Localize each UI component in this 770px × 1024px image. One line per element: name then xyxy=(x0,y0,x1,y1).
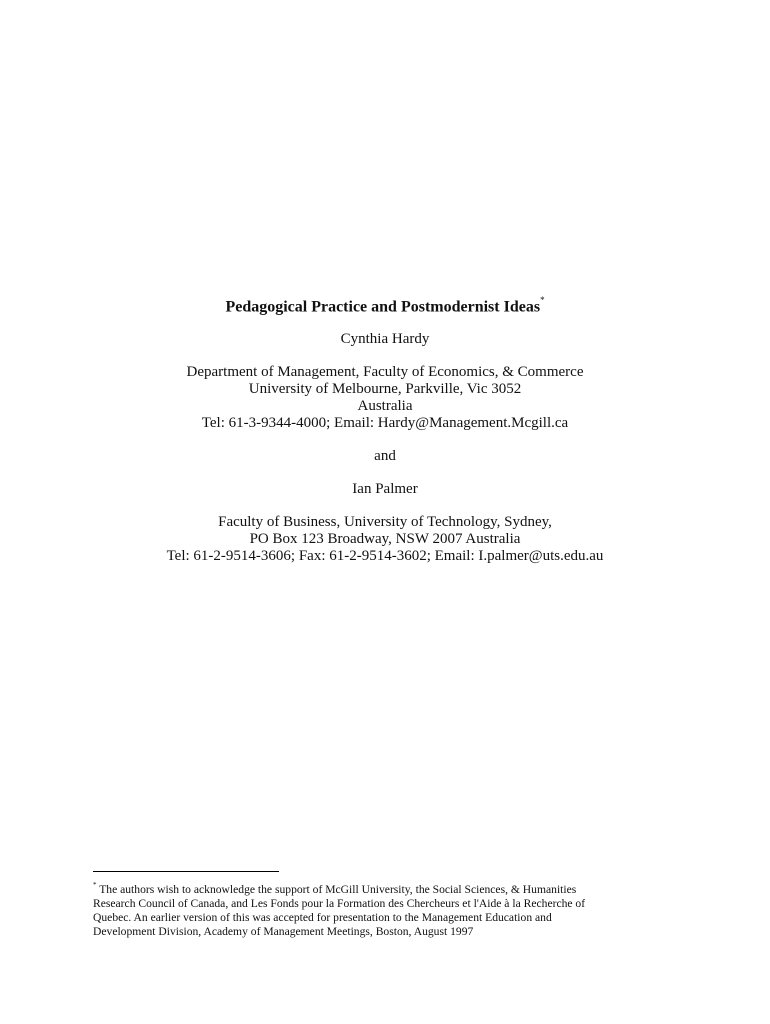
affiliation-line: Australia xyxy=(357,398,413,415)
title-footnote-mark: * xyxy=(540,295,545,305)
author-name-1: Cynthia Hardy xyxy=(340,331,430,348)
paper-title xyxy=(0,292,770,317)
author-1-affiliation xyxy=(0,364,770,432)
footnote-text: The authors wish to acknowledge the support of McGill University, the Social Sciences, & Humanities xyxy=(96,882,577,896)
affiliation-line: University of Melbourne, Parkville, Vic 3052 xyxy=(248,381,522,398)
affiliation-line: PO Box 123 Broadway, NSW 2007 Australia xyxy=(249,531,521,548)
footnote-line: Research Council of Canada, and Les Fonds pour la Formation des Chercheurs et l'Aide à la Recherche of xyxy=(93,896,586,910)
author-2-affiliation xyxy=(0,514,770,565)
contact-line: Tel: 61-3-9344-4000; Email: Hardy@Management.Mcgill.ca xyxy=(201,415,569,432)
affiliation-line: Faculty of Business, University of Technology, Sydney, xyxy=(218,514,552,531)
footnote-line: Development Division, Academy of Management Meetings, Boston, August 1997 xyxy=(93,924,474,938)
footnote xyxy=(93,879,693,939)
contact-line: Tel: 61-2-9514-3606; Fax: 61-2-9514-3602; Email: I.palmer@uts.edu.au xyxy=(166,548,604,565)
footnote-mark: * xyxy=(93,881,97,889)
author-name-2: Ian Palmer xyxy=(352,481,418,498)
footnote-separator xyxy=(93,871,279,872)
author-conjunction: and xyxy=(374,448,396,465)
footnote-line: Quebec. An earlier version of this was accepted for presentation to the Management Education and xyxy=(93,910,552,924)
paper-title-text: Pedagogical Practice and Postmodernist Ideas xyxy=(225,298,541,316)
affiliation-line: Department of Management, Faculty of Economics, & Commerce xyxy=(186,364,584,381)
title-block xyxy=(0,292,770,565)
footnote-line xyxy=(93,879,693,897)
